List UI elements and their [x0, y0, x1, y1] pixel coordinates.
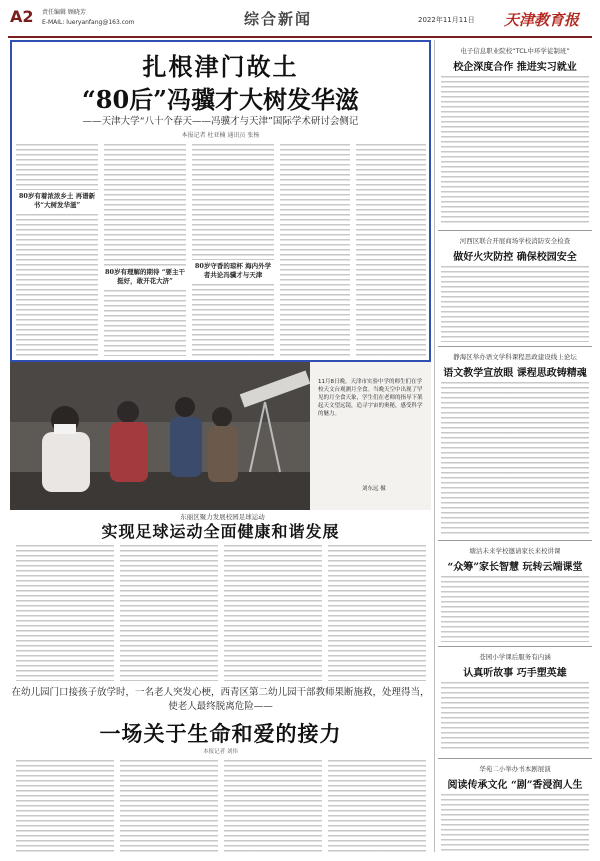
right-kicker-6: 华苑二小举办书本剧展演 — [479, 765, 551, 773]
issue-date: 2022年11月11日 — [418, 16, 475, 24]
right-body-text — [441, 682, 589, 752]
right-rule — [438, 346, 592, 347]
lead-body-text — [280, 144, 350, 356]
right-body-text — [441, 266, 589, 342]
lead-body-text — [16, 214, 98, 356]
paper-logo: 天津教育报 — [504, 11, 580, 29]
football-headline: 实现足球运动全面健康和谐发展 — [101, 522, 340, 541]
bottom-body-text — [224, 760, 322, 852]
lead-subtitle: ——天津大学“八十个春天——冯骥才与天津”国际学术研讨会侧记 — [82, 116, 359, 127]
right-headline-5: 认真听故事 巧手塑英雄 — [463, 668, 567, 679]
right-headline-1: 校企深度合作 推进实习就业 — [453, 62, 577, 73]
lead-body-text — [356, 144, 426, 356]
bottom-body-text — [120, 760, 218, 852]
right-kicker-2: 河西区联合开展商场学校消防安全检查 — [459, 237, 571, 245]
right-kicker-5: 苍园小学课后服务有内涵 — [479, 653, 551, 661]
lead-body-text — [104, 290, 186, 356]
bottom-kicker: 在幼儿园门口接孩子放学时，一名老人突发心梗，西青区第二幼儿园干部教师果断施救，处理得当，使老人最终脱离危险—— — [11, 687, 430, 712]
bottom-headline: 一场关于生命和爱的接力 — [99, 721, 342, 746]
bottom-body-text — [328, 760, 426, 852]
football-body-text — [16, 545, 114, 681]
bottom-body-text — [16, 760, 114, 852]
masthead — [8, 4, 592, 38]
lead-body-text — [192, 144, 274, 260]
lead-headline-line2: “80后”冯骥才大树发华滋 — [81, 85, 359, 114]
right-kicker-1: 电子信息职业院校“TCL中环学徒制班” — [460, 47, 570, 55]
section-title: 综合新闻 — [244, 10, 313, 28]
right-headline-6: 阅读传承文化 “剧”香浸润人生 — [447, 780, 583, 791]
right-kicker-4: 塘沽未来学校邀请家长来校讲课 — [469, 547, 561, 555]
lead-body-text — [16, 144, 98, 190]
football-body-text — [224, 545, 322, 681]
lead-body-text — [192, 284, 274, 356]
column-divider — [434, 40, 435, 852]
right-rule — [438, 540, 592, 541]
right-body-text — [441, 576, 589, 642]
lead-subhead-2: 80岁有理解的期待 “要主干挺好，敢开花大济” — [104, 268, 186, 285]
right-body-text — [441, 794, 589, 852]
photo-credit: 刘东远 摄 — [362, 486, 386, 492]
right-body-text — [441, 76, 589, 224]
bottom-byline: 本报记者 刘伟 — [203, 749, 238, 755]
email-line: E-MAIL: lueryanfang@163.com — [42, 19, 135, 26]
editor-line: 责任编辑 顾晓芳 — [42, 9, 86, 16]
football-body-text — [328, 545, 426, 681]
page-number: A2 — [10, 7, 34, 26]
lead-subhead-3: 80岁守香的琼杯 海内外学者共论冯骥才与天津 — [194, 262, 272, 279]
lead-headline-line1: 扎根津门故土 — [142, 52, 299, 81]
photo-caption: 11月8日晚，天津市实验中学的师生们在学校天文台观测月全食。当晚天空中出现了罕见的月全食天象，学生们在老师的指导下架起天文望远镜，追寻宇宙的奥秘，感受科学的魅力。 — [318, 379, 423, 417]
editor-info — [42, 8, 135, 28]
football-body-text — [120, 545, 218, 681]
right-body-text — [441, 382, 589, 534]
right-kicker-3: 静海区举办语文学科课程思政建设线上论坛 — [453, 353, 577, 361]
lead-subhead-1: 80岁有着浓浓乡土 再谱新书“大树发华滋” — [18, 192, 96, 209]
lead-byline: 本报记者 杜亚楠 通讯员 张杨 — [181, 132, 260, 139]
right-rule — [438, 758, 592, 759]
right-headline-2: 做好火灾防控 确保校园安全 — [453, 252, 577, 263]
football-kicker: 东丽区聚力发展校园足球运动 — [180, 513, 265, 521]
lead-body-text — [104, 144, 186, 266]
right-headline-4: “众筹”家长智慧 玩转云端课堂 — [447, 562, 583, 573]
right-headline-3: 语文教学宣放眼 课程思政铸精魂 — [443, 368, 587, 379]
right-rule — [438, 646, 592, 647]
right-rule — [438, 230, 592, 231]
